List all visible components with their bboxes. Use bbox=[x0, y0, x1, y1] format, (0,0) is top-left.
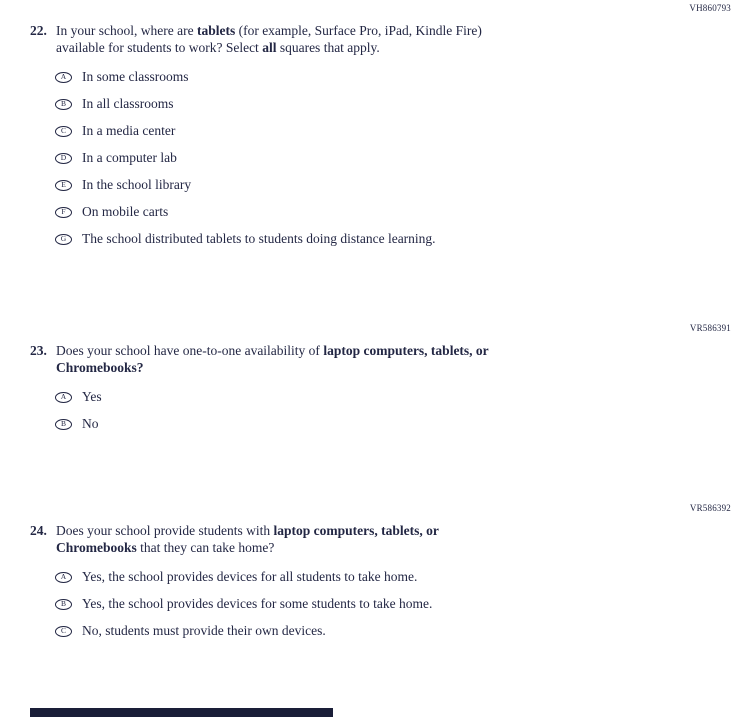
question-number: 24. bbox=[30, 523, 47, 538]
option-row[interactable] bbox=[55, 232, 737, 246]
option-label: On mobile carts bbox=[82, 204, 169, 219]
question-code: VH860793 bbox=[689, 3, 731, 13]
response-oval[interactable]: F bbox=[55, 207, 72, 218]
response-oval[interactable]: B bbox=[55, 599, 72, 610]
option-label: In the school library bbox=[82, 177, 192, 192]
option-row[interactable] bbox=[55, 97, 737, 111]
option-label: In a computer lab bbox=[82, 150, 177, 165]
options-list bbox=[55, 570, 737, 638]
option-label: In some classrooms bbox=[82, 69, 189, 84]
questionnaire-page bbox=[0, 3, 737, 719]
option-label: No bbox=[82, 416, 99, 431]
options-list bbox=[55, 390, 737, 431]
option-row[interactable] bbox=[55, 417, 737, 431]
prompt-line: available for students to work? Select all squares that apply. bbox=[56, 40, 380, 55]
option-row[interactable] bbox=[55, 124, 737, 138]
option-label: Yes bbox=[82, 389, 102, 404]
option-label: Yes, the school provides devices for all students to take home. bbox=[82, 569, 418, 584]
prompt-line: Chromebooks that they can take home? bbox=[56, 540, 275, 555]
prompt-line: Does your school provide students with laptop computers, tablets, or bbox=[56, 523, 439, 538]
option-label: Yes, the school provides devices for some students to take home. bbox=[82, 596, 433, 611]
response-oval[interactable]: A bbox=[55, 392, 72, 403]
question-code: VR586391 bbox=[689, 323, 731, 333]
option-row[interactable] bbox=[55, 205, 737, 219]
questions-container bbox=[0, 3, 737, 638]
option-label: In all classrooms bbox=[82, 96, 174, 111]
response-oval[interactable]: G bbox=[55, 234, 72, 245]
response-oval[interactable]: B bbox=[55, 99, 72, 110]
option-row[interactable] bbox=[55, 70, 737, 84]
question-section bbox=[0, 503, 737, 638]
question-number: 23. bbox=[30, 343, 47, 358]
question-prompt bbox=[56, 522, 616, 556]
question bbox=[30, 22, 737, 56]
response-oval[interactable]: B bbox=[55, 419, 72, 430]
response-oval[interactable]: C bbox=[55, 126, 72, 137]
response-oval[interactable]: A bbox=[55, 572, 72, 583]
prompt-line: Does your school have one-to-one availability of laptop computers, tablets, or bbox=[56, 343, 489, 358]
question-number: 22. bbox=[30, 23, 47, 38]
option-row[interactable] bbox=[55, 151, 737, 165]
question-prompt bbox=[56, 342, 616, 376]
question-code: VR586392 bbox=[689, 503, 731, 513]
prompt-line: In your school, where are tablets (for example, Surface Pro, iPad, Kindle Fire) bbox=[56, 23, 482, 38]
option-label: In a media center bbox=[82, 123, 176, 138]
option-row[interactable] bbox=[55, 624, 737, 638]
option-row[interactable] bbox=[55, 597, 737, 611]
option-label: No, students must provide their own devices. bbox=[82, 623, 326, 638]
option-row[interactable] bbox=[55, 390, 737, 404]
option-row[interactable] bbox=[55, 570, 737, 584]
options-list bbox=[55, 70, 737, 246]
prompt-line: Chromebooks? bbox=[56, 360, 144, 375]
option-row[interactable] bbox=[55, 178, 737, 192]
response-oval[interactable]: C bbox=[55, 626, 72, 637]
question-prompt bbox=[56, 22, 616, 56]
question-section bbox=[0, 323, 737, 431]
option-label: The school distributed tablets to students doing distance learning. bbox=[82, 231, 436, 246]
response-oval[interactable]: D bbox=[55, 153, 72, 164]
response-oval[interactable]: E bbox=[55, 180, 72, 191]
question bbox=[30, 342, 737, 376]
question-section bbox=[0, 3, 737, 246]
response-oval[interactable]: A bbox=[55, 72, 72, 83]
question bbox=[30, 522, 737, 556]
